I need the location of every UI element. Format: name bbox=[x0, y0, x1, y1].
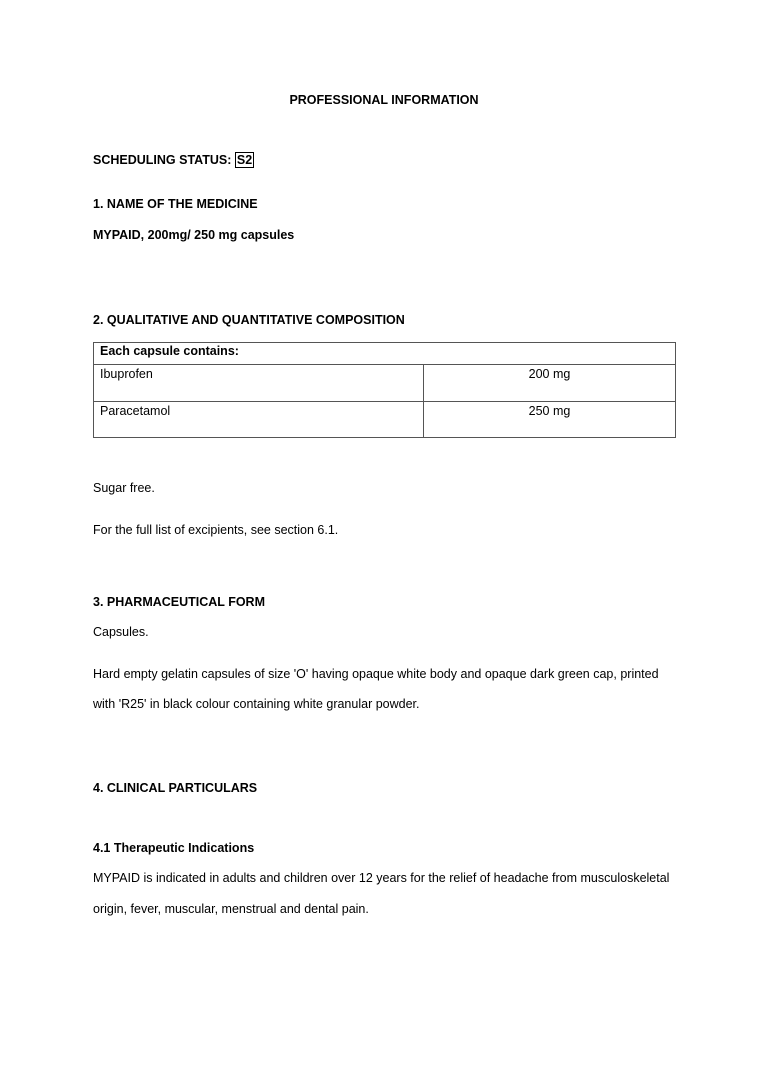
scheduling-status-value: S2 bbox=[236, 153, 253, 167]
sugar-free-note: Sugar free. bbox=[93, 481, 155, 495]
form-description-line-1: Hard empty gelatin capsules of size 'O' having opaque white body and opaque dark green cap, printed bbox=[93, 667, 659, 681]
form-description-line-2: with 'R25' in black colour containing white granular powder. bbox=[93, 697, 420, 711]
scheduling-status bbox=[93, 152, 254, 168]
amount-cell: 250 mg bbox=[424, 402, 676, 438]
section-3-heading: 3. PHARMACEUTICAL FORM bbox=[93, 595, 265, 609]
pharmaceutical-form: Capsules. bbox=[93, 625, 149, 639]
indications-line-2: origin, fever, muscular, menstrual and dental pain. bbox=[93, 902, 369, 916]
ingredient-cell: Paracetamol bbox=[94, 402, 424, 438]
ingredient-cell: Ibuprofen bbox=[94, 365, 424, 402]
composition-table-header: Each capsule contains: bbox=[94, 343, 676, 365]
table-row bbox=[94, 402, 676, 438]
scheduling-status-label: SCHEDULING STATUS: bbox=[93, 153, 232, 167]
amount-cell: 200 mg bbox=[424, 365, 676, 402]
document-title: PROFESSIONAL INFORMATION bbox=[289, 93, 479, 107]
indications-line-1: MYPAID is indicated in adults and children over 12 years for the relief of headache from musculoskeletal bbox=[93, 871, 670, 885]
subsection-4-1-heading: 4.1 Therapeutic Indications bbox=[93, 841, 255, 855]
product-name: MYPAID, 200mg/ 250 mg capsules bbox=[93, 228, 295, 242]
composition-table bbox=[93, 342, 676, 438]
section-2-heading: 2. QUALITATIVE AND QUANTITATIVE COMPOSITION bbox=[93, 313, 405, 327]
excipients-note: For the full list of excipients, see section 6.1. bbox=[93, 523, 339, 537]
table-row bbox=[94, 365, 676, 402]
section-4-heading: 4. CLINICAL PARTICULARS bbox=[93, 781, 258, 795]
composition-table-header-row bbox=[94, 343, 676, 365]
section-1-heading: 1. NAME OF THE MEDICINE bbox=[93, 197, 258, 211]
